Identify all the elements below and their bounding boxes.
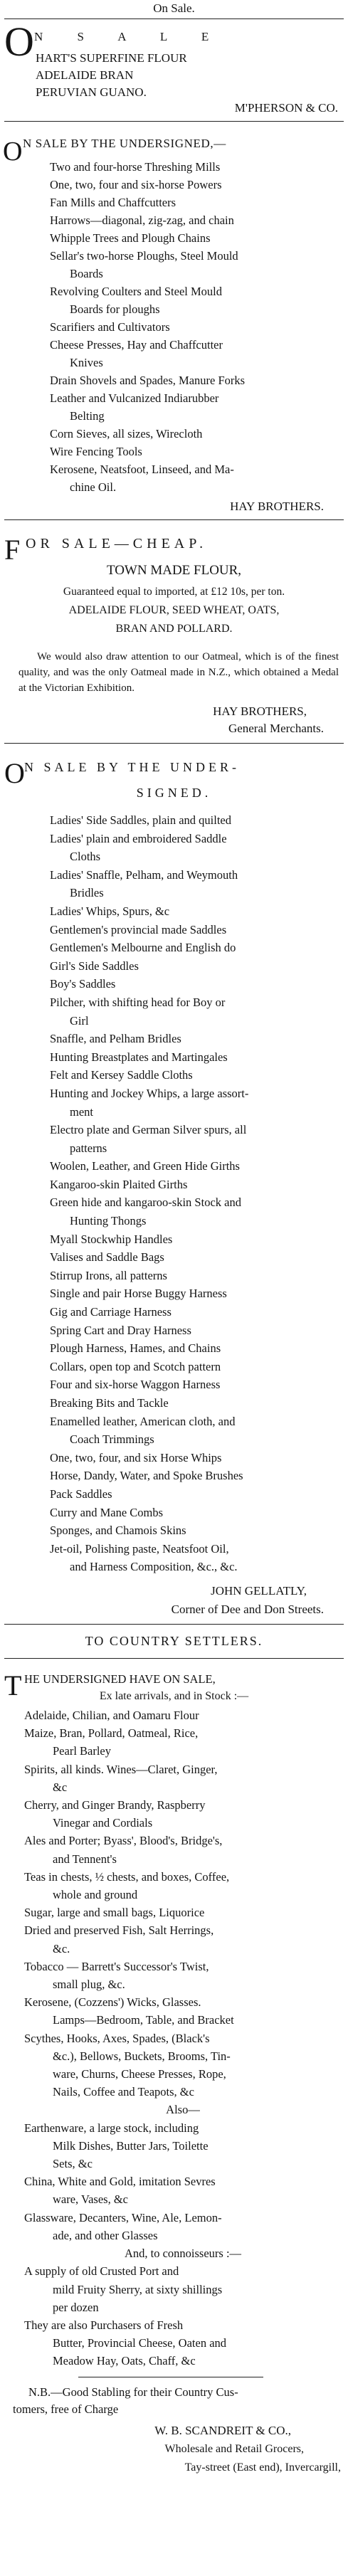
- drop-cap: O: [4, 19, 34, 65]
- ad-signature: HAY BROTHERS.: [230, 500, 324, 513]
- list-item: Jet-oil, Polishing paste, Neatsfoot Oil,: [50, 1541, 229, 1556]
- list-item: Hunting Thongs: [70, 1214, 147, 1228]
- list-item: Dried and preserved Fish, Salt Herrings,: [24, 1923, 214, 1938]
- list-item: Ladies' Whips, Spurs, &c: [50, 904, 170, 918]
- list-item: Fan Mills and Chaffcutters: [50, 196, 176, 209]
- list-item: Milk Dishes, Butter Jars, Toilette: [53, 2138, 209, 2153]
- list-item: Enamelled leather, American cloth, and: [50, 1414, 236, 1428]
- list-item: Revolving Coulters and Steel Mould: [50, 285, 222, 298]
- list-item: Hunting and Jockey Whips, a large assort-: [50, 1086, 249, 1100]
- list-item: Bridles: [70, 886, 104, 900]
- list-item: Earthenware, a large stock, including: [24, 2121, 199, 2135]
- list-item: Boy's Saddles: [50, 977, 116, 991]
- list-item: They are also Purchasers of Fresh: [24, 2318, 184, 2332]
- list-item: Green hide and kangaroo-skin Stock and: [50, 1195, 241, 1210]
- list-item: Collars, open top and Scotch pattern: [50, 1359, 221, 1373]
- list-item: &c: [53, 1780, 68, 1794]
- list-item: Spirits, all kinds. Wines—Claret, Ginger,: [24, 1762, 218, 1776]
- ad-line: ADELAIDE FLOUR, SEED WHEAT, OATS,: [68, 604, 280, 616]
- list-item: Vinegar and Cordials: [53, 1816, 153, 1830]
- list-item: and Harness Composition, &c., &c.: [70, 1560, 238, 1574]
- list-item: Knives: [70, 356, 103, 369]
- list-item: Ladies' Snaffle, Pelham, and Weymouth: [50, 867, 238, 882]
- ad-item: HART'S SUPERFINE FLOUR: [36, 51, 187, 65]
- ad-item: PERUVIAN GUANO.: [36, 85, 147, 99]
- list-item: Corn Sieves, all sizes, Wirecloth: [50, 427, 203, 440]
- list-item: Gig and Carriage Harness: [50, 1305, 172, 1319]
- list-item: ware, Vases, &c: [53, 2192, 128, 2207]
- list-item: Kangaroo-skin Plaited Girths: [50, 1177, 188, 1191]
- ad-signature: JOHN GELLATLY,: [211, 1584, 307, 1598]
- list-item: Hunting Breastplates and Martingales: [50, 1050, 228, 1064]
- list-item: ment: [70, 1104, 93, 1119]
- list-item: Sponges, and Chamois Skins: [50, 1524, 186, 1538]
- list-item: Drain Shovels and Spades, Manure Forks: [50, 374, 246, 387]
- ad-heading: N SALE BY THE UNDERSIGNED,—: [23, 137, 226, 150]
- list-item: Pilcher, with shifting head for Boy or: [50, 995, 226, 1009]
- list-item: Kerosene, Neatsfoot, Linseed, and Ma-: [50, 463, 234, 476]
- ad-paragraph: We would also draw attention to our Oatmeal, which is of the finest quality, and was the only Oatmeal made in N.Z., which obtained a Medal at the Victorian Exhibition.: [19, 651, 339, 694]
- list-item: Leather and Vulcanized Indiarubber: [50, 391, 219, 405]
- ad-signature-line: General Merchants.: [228, 722, 324, 735]
- list-item: And, to connoisseurs :—: [124, 2247, 242, 2261]
- divider: [4, 1658, 344, 1659]
- nb-note: N.B.—Good Stabling for their Country Cus-: [28, 2385, 238, 2399]
- list-item: Nails, Coffee and Teapots, &c: [53, 2085, 194, 2099]
- list-item: One, two, four and six-horse Powers: [50, 178, 222, 191]
- list-item: Harrows—diagonal, zig-zag, and chain: [50, 213, 234, 227]
- list-item: Teas in chests, ½ chests, and boxes, Coffee,: [24, 1869, 230, 1884]
- ad-heading: HE UNDERSIGNED HAVE ON SALE,: [24, 1672, 216, 1686]
- ad-signature-line: Wholesale and Retail Grocers,: [164, 2443, 304, 2455]
- list-item: Plough Harness, Hames, and Chains: [50, 1341, 221, 1356]
- drop-cap: O: [4, 757, 25, 789]
- item-list: [50, 811, 342, 1576]
- list-item: Myall Stockwhip Handles: [50, 1232, 173, 1246]
- list-item: Curry and Mane Combs: [50, 1505, 164, 1519]
- ad-signature-line: Tay-street (East end), Invercargill,: [184, 2461, 341, 2474]
- list-item: Boards: [70, 267, 103, 280]
- list-item: Woolen, Leather, and Green Hide Girths: [50, 1159, 240, 1173]
- list-item: Cherry, and Ginger Brandy, Raspberry: [24, 1798, 206, 1812]
- list-item: Boards for ploughs: [70, 302, 160, 316]
- list-item: Gentlemen's provincial made Saddles: [50, 922, 227, 936]
- list-item: Also—: [166, 2103, 200, 2117]
- list-item: Scarifiers and Cultivators: [50, 320, 170, 334]
- drop-cap: F: [4, 534, 21, 566]
- ad-subheading: TOWN MADE FLOUR,: [106, 563, 242, 578]
- list-item: Adelaide, Chilian, and Oamaru Flour: [24, 1709, 199, 1722]
- list-item: Glassware, Decanters, Wine, Ale, Lemon-: [24, 2210, 222, 2224]
- list-item: Valises and Saddle Bags: [50, 1250, 164, 1265]
- drop-cap: O: [3, 137, 23, 167]
- drop-cap: T: [4, 1669, 22, 1701]
- ad-signature: M'PHERSON & CO.: [234, 101, 338, 115]
- list-item: Whipple Trees and Plough Chains: [50, 231, 211, 245]
- list-item: Breaking Bits and Tackle: [50, 1396, 169, 1410]
- list-item: Felt and Kersey Saddle Cloths: [50, 1068, 193, 1082]
- list-item: Lamps—Bedroom, Table, and Bracket: [53, 2013, 234, 2027]
- list-item: Ales and Porter; Byass', Blood's, Bridge's,: [24, 1834, 223, 1848]
- ad-heading: N S A L E: [34, 30, 225, 43]
- ad-intro: Ex late arrivals, and in Stock :—: [99, 1690, 249, 1702]
- list-item: Cheese Presses, Hay and Chaffcutter: [50, 338, 223, 352]
- list-item: Coach Trimmings: [70, 1432, 154, 1447]
- list-item: Scythes, Hooks, Axes, Spades, (Black's: [24, 2031, 210, 2045]
- list-item: chine Oil.: [70, 480, 117, 494]
- list-item: Sugar, large and small bags, Liquorice: [24, 1906, 205, 1920]
- list-item: Two and four-horse Threshing Mills: [50, 160, 221, 174]
- list-item: Pack Saddles: [50, 1487, 112, 1501]
- list-item: Ladies' plain and embroidered Saddle: [50, 831, 227, 845]
- list-item: Cloths: [70, 850, 101, 864]
- item-list: [24, 1706, 342, 2370]
- list-item: Sets, &c: [53, 2157, 93, 2171]
- list-item: A supply of old Crusted Port and: [24, 2264, 179, 2279]
- item-list: [50, 158, 342, 496]
- list-item: &c.: [53, 1941, 70, 1955]
- list-item: Meadow Hay, Oats, Chaff, &c: [53, 2354, 196, 2368]
- list-item: Girl's Side Saddles: [50, 959, 139, 973]
- divider: [4, 743, 344, 744]
- divider: [4, 1624, 344, 1625]
- list-item: Pearl Barley: [53, 1744, 112, 1758]
- list-item: Gentlemen's Melbourne and English do: [50, 941, 236, 955]
- ad-item: ADELAIDE BRAN: [36, 68, 134, 82]
- list-item: Snaffle, and Pelham Bridles: [50, 1032, 181, 1046]
- ad-heading: OR SALE—CHEAP.: [26, 536, 208, 551]
- list-item: small plug, &c.: [53, 1978, 125, 1992]
- nb-note: tomers, free of Charge: [13, 2402, 119, 2416]
- list-item: Butter, Provincial Cheese, Oaten and: [53, 2336, 227, 2350]
- list-item: One, two, four, and six Horse Whips: [50, 1450, 222, 1464]
- list-item: Kerosene, (Cozzens') Wicks, Glasses.: [24, 1995, 201, 2010]
- ad-line: Guaranteed equal to imported, at £12 10s, per ton.: [63, 586, 285, 598]
- ad-heading: SIGNED.: [136, 786, 212, 800]
- list-item: Horse, Dandy, Water, and Spoke Brushes: [50, 1469, 243, 1483]
- ad-title: TO COUNTRY SETTLERS.: [85, 1634, 263, 1648]
- list-item: ade, and other Glasses: [53, 2228, 158, 2242]
- list-item: whole and ground: [53, 1888, 138, 1902]
- ad-heading: N SALE BY THE UNDER-: [24, 760, 240, 774]
- list-item: ware, Churns, Cheese Presses, Rope,: [53, 2067, 226, 2081]
- list-item: China, White and Gold, imitation Sevres: [24, 2175, 216, 2189]
- ad-signature: W. B. SCANDREIT & CO.,: [154, 2424, 291, 2437]
- list-item: Tobacco — Barrett's Successor's Twist,: [24, 1959, 209, 1973]
- list-item: Girl: [70, 1013, 89, 1028]
- page-title: On Sale.: [153, 1, 195, 15]
- list-item: Single and pair Horse Buggy Harness: [50, 1287, 227, 1301]
- list-item: Stirrup Irons, all patterns: [50, 1268, 167, 1282]
- list-item: Electro plate and German Silver spurs, all: [50, 1123, 247, 1137]
- divider: [4, 121, 344, 122]
- list-item: Wire Fencing Tools: [50, 445, 142, 458]
- list-item: Sellar's two-horse Ploughs, Steel Mould: [50, 249, 238, 263]
- list-item: and Tennent's: [53, 1852, 117, 1866]
- list-item: &c.), Bellows, Buckets, Brooms, Tin-: [53, 2049, 231, 2063]
- list-item: Belting: [70, 409, 105, 423]
- list-item: per dozen: [53, 2300, 99, 2314]
- list-item: mild Fruity Sherry, at sixty shillings: [53, 2282, 223, 2296]
- list-item: Maize, Bran, Pollard, Oatmeal, Rice,: [24, 1726, 199, 1741]
- divider: [4, 519, 344, 520]
- list-item: Ladies' Side Saddles, plain and quilted: [50, 813, 232, 827]
- ad-line: BRAN AND POLLARD.: [115, 623, 233, 635]
- list-item: Spring Cart and Dray Harness: [50, 1323, 191, 1337]
- list-item: Four and six-horse Waggon Harness: [50, 1378, 221, 1392]
- list-item: patterns: [70, 1141, 107, 1155]
- ad-signature-line: Corner of Dee and Don Streets.: [171, 1603, 324, 1616]
- ad-signature: HAY BROTHERS,: [213, 704, 307, 718]
